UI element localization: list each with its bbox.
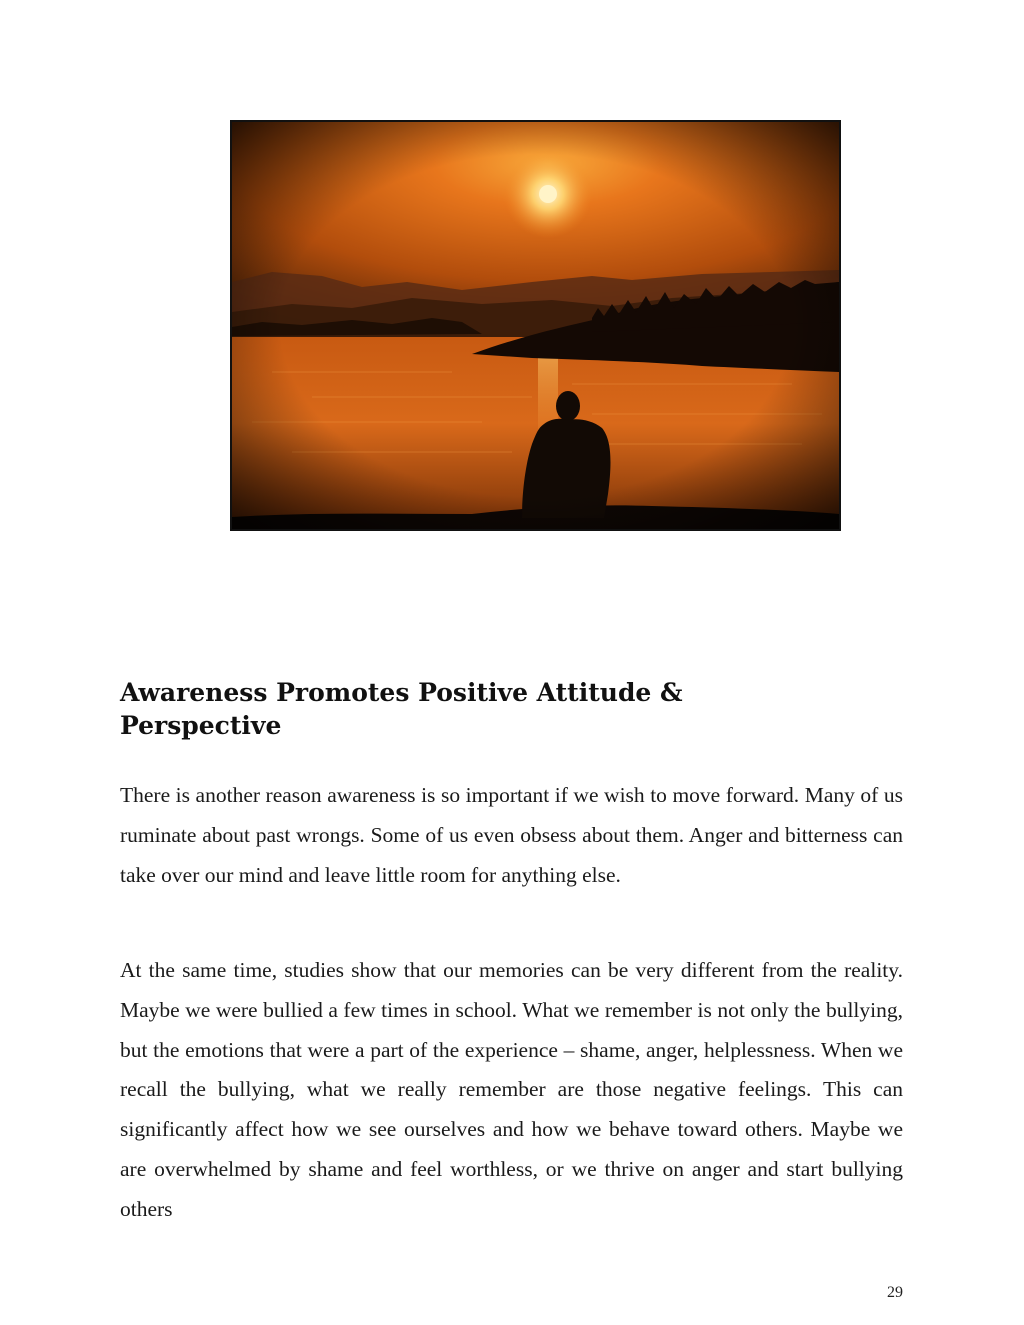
body-paragraph-1: There is another reason awareness is so important if we wish to move forward. Many of us ruminate about past wrongs. Some of us even obsess about them. Anger and bitterness can take over our mind and leave little room for anything else. (120, 783, 903, 887)
section-heading: Awareness Promotes Positive Attitude & Perspective (120, 678, 683, 740)
vignette (232, 122, 839, 529)
page-number: 29 (887, 1284, 903, 1301)
sunset-illustration (232, 122, 839, 529)
body-paragraph-2: At the same time, studies show that our memories can be very different from the reality. Maybe we were bullied a few times in school. What we remember is not only the bullying, but the emotions that were a part of the experience – shame, anger, helplessness. When we recall the bullying, what we really remember are those negative feelings. This can significantly affect how we see ourselves and how we behave toward others. Maybe we are overwhelmed by shame and feel worthless, or we thrive on anger and start bullying others (120, 958, 903, 1221)
sunset-photo (230, 120, 841, 531)
